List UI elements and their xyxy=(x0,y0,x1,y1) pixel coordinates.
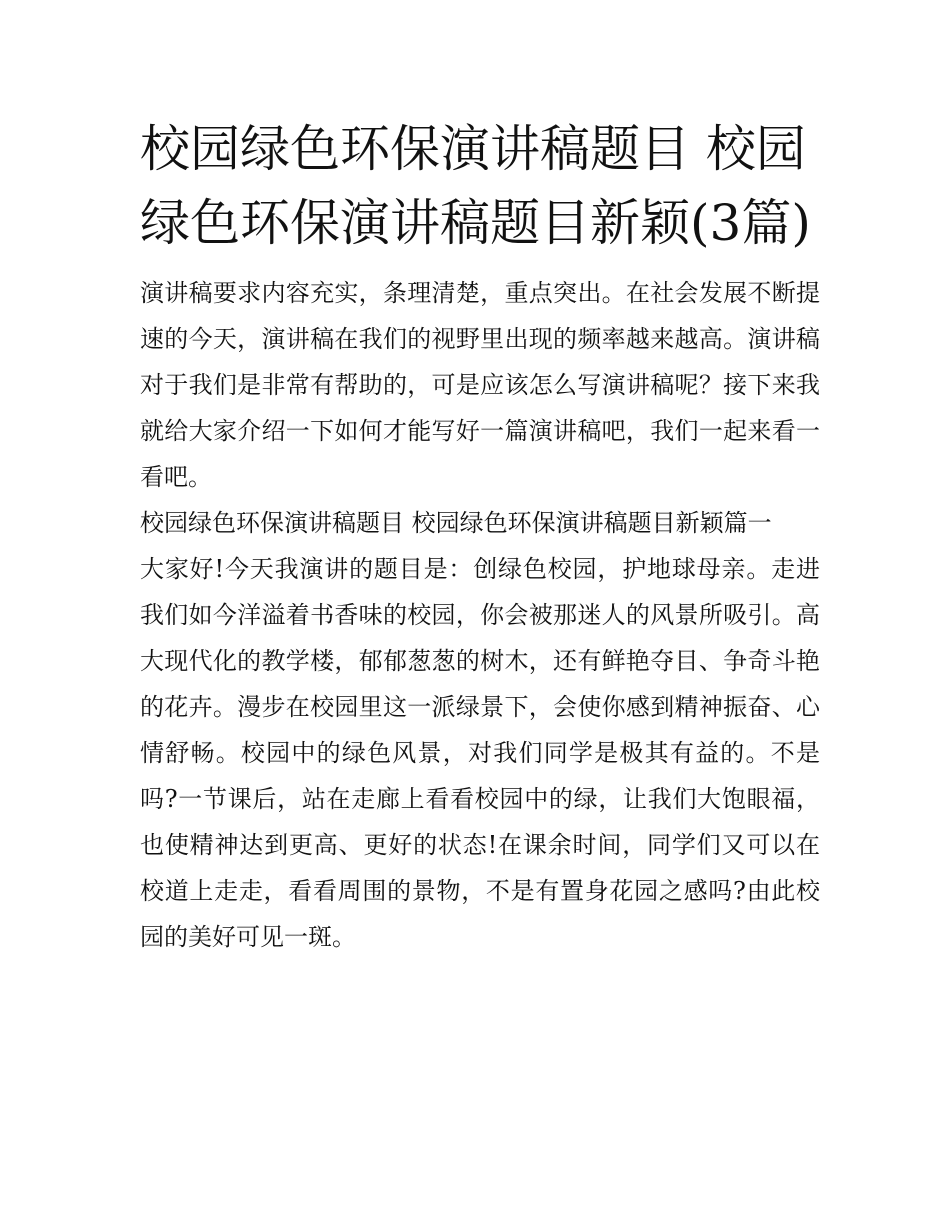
intro-paragraph: 演讲稿要求内容充实，条理清楚，重点突出。在社会发展不断提速的今天，演讲稿在我们的视野里出现的频率越来越高。演讲稿对于我们是非常有帮助的，可是应该怎么写演讲稿呢？接下来我就给大家介绍一下如何才能写好一篇演讲稿吧，我们一起来看一看吧。 xyxy=(140,279,820,491)
section-heading: 校园绿色环保演讲稿题目 校园绿色环保演讲稿题目新颖篇一 xyxy=(140,509,772,537)
document-page xyxy=(140,112,820,960)
body-paragraph: 大家好!今天我演讲的题目是：创绿色校园，护地球母亲。走进我们如今洋溢着书香味的校园，你会被那迷人的风景所吸引。高大现代化的教学楼，郁郁葱葱的树木，还有鲜艳夺目、争奇斗艳的花卉。漫步在校园里这一派绿景下，会使你感到精神振奋、心情舒畅。校园中的绿色风景，对我们同学是极其有益的。不是吗?一节课后，站在走廊上看看校园中的绿，让我们大饱眼福，也使精神达到更高、更好的状态!在课余时间，同学们又可以在校道上走走，看看周围的景物，不是有置身花园之感吗?由此校园的美好可见一斑。 xyxy=(140,555,820,951)
document-title: 校园绿色环保演讲稿题目 校园绿色环保演讲稿题目新颖(3篇) xyxy=(140,120,811,252)
